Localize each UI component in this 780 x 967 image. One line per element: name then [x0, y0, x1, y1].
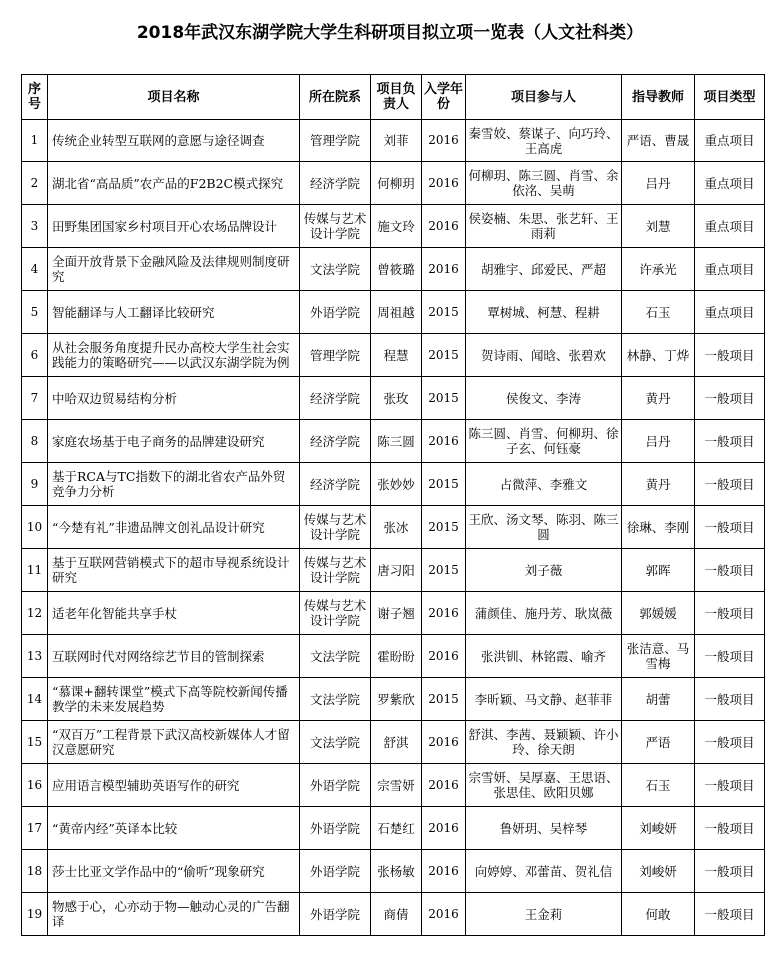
cell-type: 一般项目: [695, 764, 765, 807]
cell-advisor: 胡蕾: [622, 678, 695, 721]
cell-year: 2016: [422, 850, 466, 893]
cell-leader: 曾筱璐: [371, 248, 422, 291]
cell-college: 传媒与艺术设计学院: [300, 205, 371, 248]
cell-members: 秦雪姣、蔡谋子、向巧玲、王高虎: [466, 120, 622, 162]
cell-college: 管理学院: [300, 120, 371, 162]
cell-members: 蒲颜佳、施丹芳、耿岚薇: [466, 592, 622, 635]
cell-college: 文法学院: [300, 248, 371, 291]
cell-leader: 张冰: [371, 506, 422, 549]
cell-leader: 石楚红: [371, 807, 422, 850]
header-leader: 项目负责人: [371, 75, 422, 120]
cell-project-name: 物感于心，心亦动于物—触动心灵的广告翻译: [48, 893, 300, 936]
table-body: [22, 120, 765, 936]
cell-type: 一般项目: [695, 377, 765, 420]
cell-no: 7: [22, 377, 48, 420]
cell-members: 刘子薇: [466, 549, 622, 592]
header-year: 入学年份: [422, 75, 466, 120]
cell-year: 2015: [422, 463, 466, 506]
cell-project-name: 基于互联网营销模式下的超市导视系统设计研究: [48, 549, 300, 592]
header-type: 项目类型: [695, 75, 765, 120]
project-table: [21, 74, 765, 936]
cell-type: 一般项目: [695, 721, 765, 764]
cell-members: 向婷婷、邓蕾苗、贺礼信: [466, 850, 622, 893]
cell-no: 11: [22, 549, 48, 592]
cell-advisor: 吕丹: [622, 420, 695, 463]
cell-type: 一般项目: [695, 635, 765, 678]
header-college: 所在院系: [300, 75, 371, 120]
cell-members: 王金莉: [466, 893, 622, 936]
cell-type: 重点项目: [695, 205, 765, 248]
table-row: [22, 807, 765, 850]
table-row: [22, 377, 765, 420]
header-no: 序号: [22, 75, 48, 120]
cell-no: 12: [22, 592, 48, 635]
cell-project-name: 应用语言模型辅助英语写作的研究: [48, 764, 300, 807]
cell-type: 重点项目: [695, 162, 765, 205]
cell-no: 6: [22, 334, 48, 377]
cell-advisor: 郭晖: [622, 549, 695, 592]
table-row: [22, 463, 765, 506]
cell-leader: 陈三圆: [371, 420, 422, 463]
cell-members: 宗雪妍、吴厚嘉、王思语、张思佳、欧阳贝娜: [466, 764, 622, 807]
cell-members: 鲁妍玥、吴梓琴: [466, 807, 622, 850]
cell-project-name: “今楚有礼”非遗品牌文创礼品设计研究: [48, 506, 300, 549]
cell-year: 2015: [422, 291, 466, 334]
cell-advisor: 石玉: [622, 764, 695, 807]
cell-year: 2016: [422, 807, 466, 850]
cell-leader: 商倩: [371, 893, 422, 936]
cell-type: 一般项目: [695, 463, 765, 506]
cell-leader: 唐习阳: [371, 549, 422, 592]
cell-type: 一般项目: [695, 678, 765, 721]
cell-project-name: 田野集团国家乡村项目开心农场品牌设计: [48, 205, 300, 248]
header-advisor: 指导教师: [622, 75, 695, 120]
cell-college: 传媒与艺术设计学院: [300, 506, 371, 549]
cell-leader: 罗紫欣: [371, 678, 422, 721]
cell-type: 一般项目: [695, 807, 765, 850]
cell-year: 2016: [422, 248, 466, 291]
cell-members: 舒淇、李茜、聂颖颖、许小玲、徐天朗: [466, 721, 622, 764]
cell-leader: 霍盼盼: [371, 635, 422, 678]
cell-members: 李昕颖、马文静、赵菲菲: [466, 678, 622, 721]
cell-year: 2015: [422, 334, 466, 377]
cell-type: 一般项目: [695, 420, 765, 463]
cell-advisor: 吕丹: [622, 162, 695, 205]
cell-no: 14: [22, 678, 48, 721]
cell-members: 覃树城、柯慧、程耕: [466, 291, 622, 334]
cell-members: 胡雅宇、邱爱民、严超: [466, 248, 622, 291]
cell-project-name: “慕课+翻转课堂”模式下高等院校新闻传播教学的未来发展趋势: [48, 678, 300, 721]
cell-advisor: 张洁意、马雪梅: [622, 635, 695, 678]
cell-advisor: 许承光: [622, 248, 695, 291]
cell-members: 侯姿楠、朱思、张艺轩、王雨莉: [466, 205, 622, 248]
cell-no: 16: [22, 764, 48, 807]
cell-advisor: 黄丹: [622, 463, 695, 506]
cell-advisor: 严语、曹晟: [622, 120, 695, 162]
cell-advisor: 刘峻妍: [622, 850, 695, 893]
cell-advisor: 郭媛媛: [622, 592, 695, 635]
cell-year: 2016: [422, 721, 466, 764]
table-row: [22, 678, 765, 721]
cell-year: 2015: [422, 678, 466, 721]
cell-college: 经济学院: [300, 377, 371, 420]
cell-no: 19: [22, 893, 48, 936]
cell-no: 5: [22, 291, 48, 334]
cell-leader: 张玫: [371, 377, 422, 420]
table-row: [22, 721, 765, 764]
cell-college: 外语学院: [300, 850, 371, 893]
table-row: [22, 291, 765, 334]
cell-college: 经济学院: [300, 420, 371, 463]
cell-advisor: 石玉: [622, 291, 695, 334]
cell-project-name: 适老年化智能共享手杖: [48, 592, 300, 635]
cell-project-name: 中哈双边贸易结构分析: [48, 377, 300, 420]
cell-project-name: 从社会服务角度提升民办高校大学生社会实践能力的策略研究——以武汉东湖学院为例: [48, 334, 300, 377]
cell-college: 外语学院: [300, 807, 371, 850]
table-row: [22, 549, 765, 592]
cell-year: 2016: [422, 205, 466, 248]
table-row: [22, 635, 765, 678]
cell-members: 王欣、汤文琴、陈羽、陈三圆: [466, 506, 622, 549]
cell-no: 18: [22, 850, 48, 893]
cell-leader: 施文玲: [371, 205, 422, 248]
table-row: [22, 205, 765, 248]
table-row: [22, 120, 765, 162]
cell-no: 10: [22, 506, 48, 549]
cell-members: 张洪钏、林铭霞、喻齐: [466, 635, 622, 678]
cell-members: 贺诗雨、闻晗、张碧欢: [466, 334, 622, 377]
cell-leader: 程慧: [371, 334, 422, 377]
cell-no: 17: [22, 807, 48, 850]
cell-advisor: 徐琳、李刚: [622, 506, 695, 549]
cell-type: 一般项目: [695, 592, 765, 635]
cell-year: 2016: [422, 635, 466, 678]
cell-leader: 刘菲: [371, 120, 422, 162]
cell-project-name: “双百万”工程背景下武汉高校新媒体人才留汉意愿研究: [48, 721, 300, 764]
cell-advisor: 刘峻妍: [622, 807, 695, 850]
cell-college: 文法学院: [300, 721, 371, 764]
cell-members: 陈三圆、肖雪、何柳玥、徐子玄、何钰豪: [466, 420, 622, 463]
cell-no: 2: [22, 162, 48, 205]
cell-year: 2016: [422, 420, 466, 463]
cell-project-name: 莎士比亚文学作品中的“偷听”现象研究: [48, 850, 300, 893]
table-row: [22, 334, 765, 377]
cell-college: 经济学院: [300, 463, 371, 506]
cell-advisor: 黄丹: [622, 377, 695, 420]
header-members: 项目参与人: [466, 75, 622, 120]
cell-project-name: 基于RCA与TC指数下的湖北省农产品外贸竞争力分析: [48, 463, 300, 506]
cell-members: 何柳玥、陈三圆、肖雪、余依洺、吴萌: [466, 162, 622, 205]
table-row: [22, 850, 765, 893]
cell-college: 传媒与艺术设计学院: [300, 592, 371, 635]
cell-leader: 舒淇: [371, 721, 422, 764]
cell-college: 外语学院: [300, 291, 371, 334]
cell-type: 一般项目: [695, 506, 765, 549]
cell-type: 重点项目: [695, 120, 765, 162]
cell-college: 传媒与艺术设计学院: [300, 549, 371, 592]
cell-no: 4: [22, 248, 48, 291]
table-row: [22, 506, 765, 549]
cell-type: 重点项目: [695, 248, 765, 291]
cell-type: 重点项目: [695, 291, 765, 334]
cell-advisor: 何敢: [622, 893, 695, 936]
cell-no: 13: [22, 635, 48, 678]
cell-no: 1: [22, 120, 48, 162]
cell-project-name: 湖北省“高品质”农产品的F2B2C模式探究: [48, 162, 300, 205]
cell-leader: 谢子翘: [371, 592, 422, 635]
cell-year: 2016: [422, 893, 466, 936]
cell-college: 文法学院: [300, 678, 371, 721]
cell-no: 8: [22, 420, 48, 463]
cell-leader: 何柳玥: [371, 162, 422, 205]
cell-type: 一般项目: [695, 893, 765, 936]
cell-project-name: 家庭农场基于电子商务的品牌建设研究: [48, 420, 300, 463]
cell-year: 2015: [422, 506, 466, 549]
header-row: [22, 75, 765, 120]
header-project-name: 项目名称: [48, 75, 300, 120]
cell-members: 侯俊文、李涛: [466, 377, 622, 420]
cell-advisor: 严语: [622, 721, 695, 764]
page-title: 2018年武汉东湖学院大学生科研项目拟立项一览表（人文社科类）: [136, 23, 644, 43]
cell-project-name: 互联网时代对网络综艺节目的管制探索: [48, 635, 300, 678]
cell-college: 外语学院: [300, 764, 371, 807]
cell-year: 2016: [422, 162, 466, 205]
cell-college: 经济学院: [300, 162, 371, 205]
cell-leader: 张妙妙: [371, 463, 422, 506]
cell-year: 2015: [422, 549, 466, 592]
cell-no: 15: [22, 721, 48, 764]
cell-project-name: “黄帝内经”英译本比较: [48, 807, 300, 850]
table-row: [22, 592, 765, 635]
cell-college: 文法学院: [300, 635, 371, 678]
cell-no: 9: [22, 463, 48, 506]
cell-project-name: 全面开放背景下金融风险及法律规则制度研究: [48, 248, 300, 291]
cell-project-name: 智能翻译与人工翻译比较研究: [48, 291, 300, 334]
cell-year: 2016: [422, 120, 466, 162]
cell-college: 外语学院: [300, 893, 371, 936]
cell-project-name: 传统企业转型互联网的意愿与途径调查: [48, 120, 300, 162]
cell-leader: 宗雪妍: [371, 764, 422, 807]
cell-members: 占微萍、李雅文: [466, 463, 622, 506]
cell-year: 2016: [422, 764, 466, 807]
cell-no: 3: [22, 205, 48, 248]
table-row: [22, 764, 765, 807]
table-row: [22, 248, 765, 291]
cell-type: 一般项目: [695, 334, 765, 377]
cell-type: 一般项目: [695, 850, 765, 893]
cell-college: 管理学院: [300, 334, 371, 377]
cell-advisor: 林静、丁烨: [622, 334, 695, 377]
cell-year: 2016: [422, 592, 466, 635]
cell-leader: 张杨敏: [371, 850, 422, 893]
table-row: [22, 420, 765, 463]
table-row: [22, 162, 765, 205]
table-row: [22, 893, 765, 936]
cell-type: 一般项目: [695, 549, 765, 592]
cell-year: 2015: [422, 377, 466, 420]
cell-advisor: 刘慧: [622, 205, 695, 248]
cell-leader: 周祖越: [371, 291, 422, 334]
